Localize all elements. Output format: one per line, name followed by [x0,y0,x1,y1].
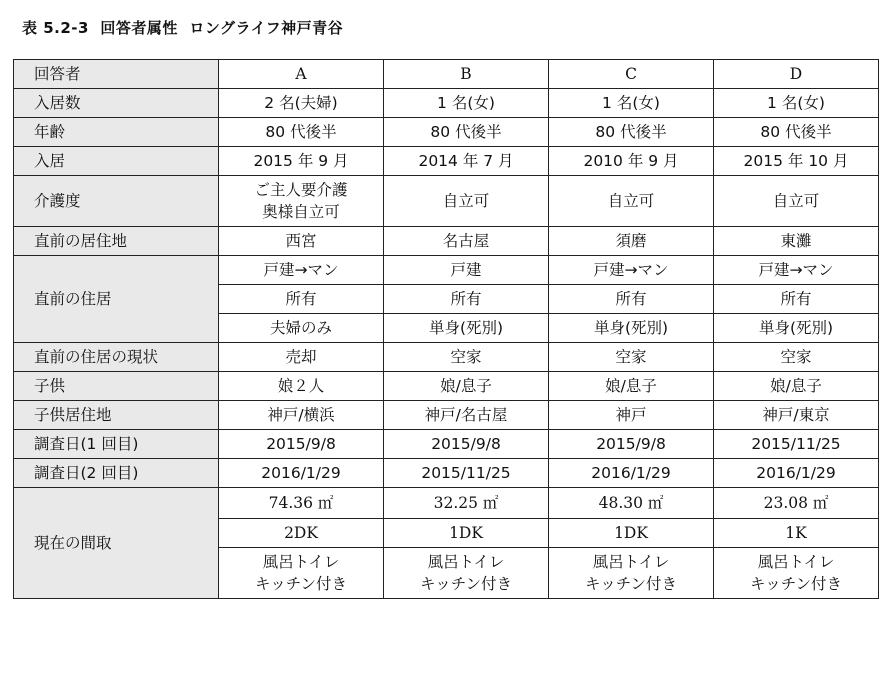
data-cell: 須磨 [549,227,714,256]
data-cell: 単身(死別) [384,314,549,343]
table-row [14,118,879,147]
table-row [14,459,879,488]
data-cell: 神戸/名古屋 [384,401,549,430]
header-col-cell: C [549,60,714,89]
data-cell: 神戸/東京 [714,401,879,430]
data-cell: 2 名(夫婦) [219,89,384,118]
data-cell: 戸建→マン [219,256,384,285]
data-cell: 80 代後半 [549,118,714,147]
header-label-cell: 回答者 [14,60,219,89]
data-cell: 所有 [714,285,879,314]
data-cell: 1 名(女) [714,89,879,118]
data-cell: 2015 年 9 月 [219,147,384,176]
data-cell: 32.25 ㎡ [384,488,549,519]
data-cell: 74.36 ㎡ [219,488,384,519]
data-cell: 空家 [384,343,549,372]
data-cell: 1DK [384,519,549,548]
row-label-cell: 入居 [14,147,219,176]
table-row [14,401,879,430]
data-cell: 自立可 [384,176,549,227]
row-label-cell: 子供 [14,372,219,401]
row-label-cell: 調査日(2 回目) [14,459,219,488]
table-row [14,372,879,401]
data-cell: 2014 年 7 月 [384,147,549,176]
row-label-cell: 直前の居住地 [14,227,219,256]
data-cell [549,548,714,599]
data-cell: 単身(死別) [549,314,714,343]
cell-line: ご主人要介護 [254,181,348,199]
header-col-cell: A [219,60,384,89]
data-cell: 2015/11/25 [384,459,549,488]
data-cell: 所有 [384,285,549,314]
row-label-cell: 直前の住居の現状 [14,343,219,372]
data-cell: 戸建→マン [549,256,714,285]
data-cell: 娘２人 [219,372,384,401]
data-cell: 2DK [219,519,384,548]
cell-line: キッチン付き [750,575,842,593]
data-cell [219,548,384,599]
table-caption: 表 5.2-3 回答者属性 ロングライフ神戸青谷 [22,19,344,37]
data-cell: 48.30 ㎡ [549,488,714,519]
data-cell: 2015 年 10 月 [714,147,879,176]
row-label-cell: 介護度 [14,176,219,227]
table-row [14,256,879,285]
cell-line: キッチン付き [420,575,512,593]
table-row [14,176,879,227]
data-cell: 娘/息子 [714,372,879,401]
data-cell: 1DK [549,519,714,548]
data-cell: 2015/9/8 [219,430,384,459]
data-cell: 2015/9/8 [549,430,714,459]
row-label-cell: 入居数 [14,89,219,118]
header-col-cell: D [714,60,879,89]
data-cell: 所有 [219,285,384,314]
table-row [14,343,879,372]
data-cell: 2010 年 9 月 [549,147,714,176]
row-label-cell: 子供居住地 [14,401,219,430]
data-cell: 2015/11/25 [714,430,879,459]
table-row [14,430,879,459]
data-cell: 1K [714,519,879,548]
table-row [14,227,879,256]
data-cell: 2015/9/8 [384,430,549,459]
data-cell: 戸建 [384,256,549,285]
data-cell: 1 名(女) [549,89,714,118]
data-cell: 売却 [219,343,384,372]
data-cell [384,548,549,599]
row-label-cell: 年齢 [14,118,219,147]
header-col-cell: B [384,60,549,89]
cell-line: 風呂トイレ [262,553,340,571]
data-cell: 単身(死別) [714,314,879,343]
data-cell: 夫婦のみ [219,314,384,343]
row-label-cell: 調査日(1 回目) [14,430,219,459]
respondent-attributes-table [13,59,879,599]
data-cell: 娘/息子 [549,372,714,401]
data-cell: 2016/1/29 [219,459,384,488]
cell-line: 風呂トイレ [757,553,835,571]
data-cell: 2016/1/29 [549,459,714,488]
data-cell: 神戸/横浜 [219,401,384,430]
data-cell: 戸建→マン [714,256,879,285]
table-row [14,89,879,118]
data-cell: 空家 [549,343,714,372]
data-cell: 空家 [714,343,879,372]
row-label-cell: 直前の住居 [14,256,219,343]
data-cell: 80 代後半 [714,118,879,147]
cell-line: 奥様自立可 [262,203,340,221]
data-cell: 80 代後半 [384,118,549,147]
table-row [14,488,879,519]
data-cell: 自立可 [549,176,714,227]
row-label-cell: 現在の間取 [14,488,219,599]
data-cell [714,548,879,599]
cell-line: キッチン付き [585,575,677,593]
cell-line: 風呂トイレ [427,553,505,571]
data-cell: 神戸 [549,401,714,430]
table-row [14,147,879,176]
data-cell: 西宮 [219,227,384,256]
table-row [14,60,879,89]
data-cell: 東灘 [714,227,879,256]
data-cell: 1 名(女) [384,89,549,118]
data-cell: 名古屋 [384,227,549,256]
data-cell: 23.08 ㎡ [714,488,879,519]
data-cell: 娘/息子 [384,372,549,401]
data-cell: 所有 [549,285,714,314]
cell-line: キッチン付き [255,575,347,593]
data-cell: 自立可 [714,176,879,227]
data-cell: 2016/1/29 [714,459,879,488]
cell-line: 風呂トイレ [592,553,670,571]
data-cell [219,176,384,227]
data-cell: 80 代後半 [219,118,384,147]
